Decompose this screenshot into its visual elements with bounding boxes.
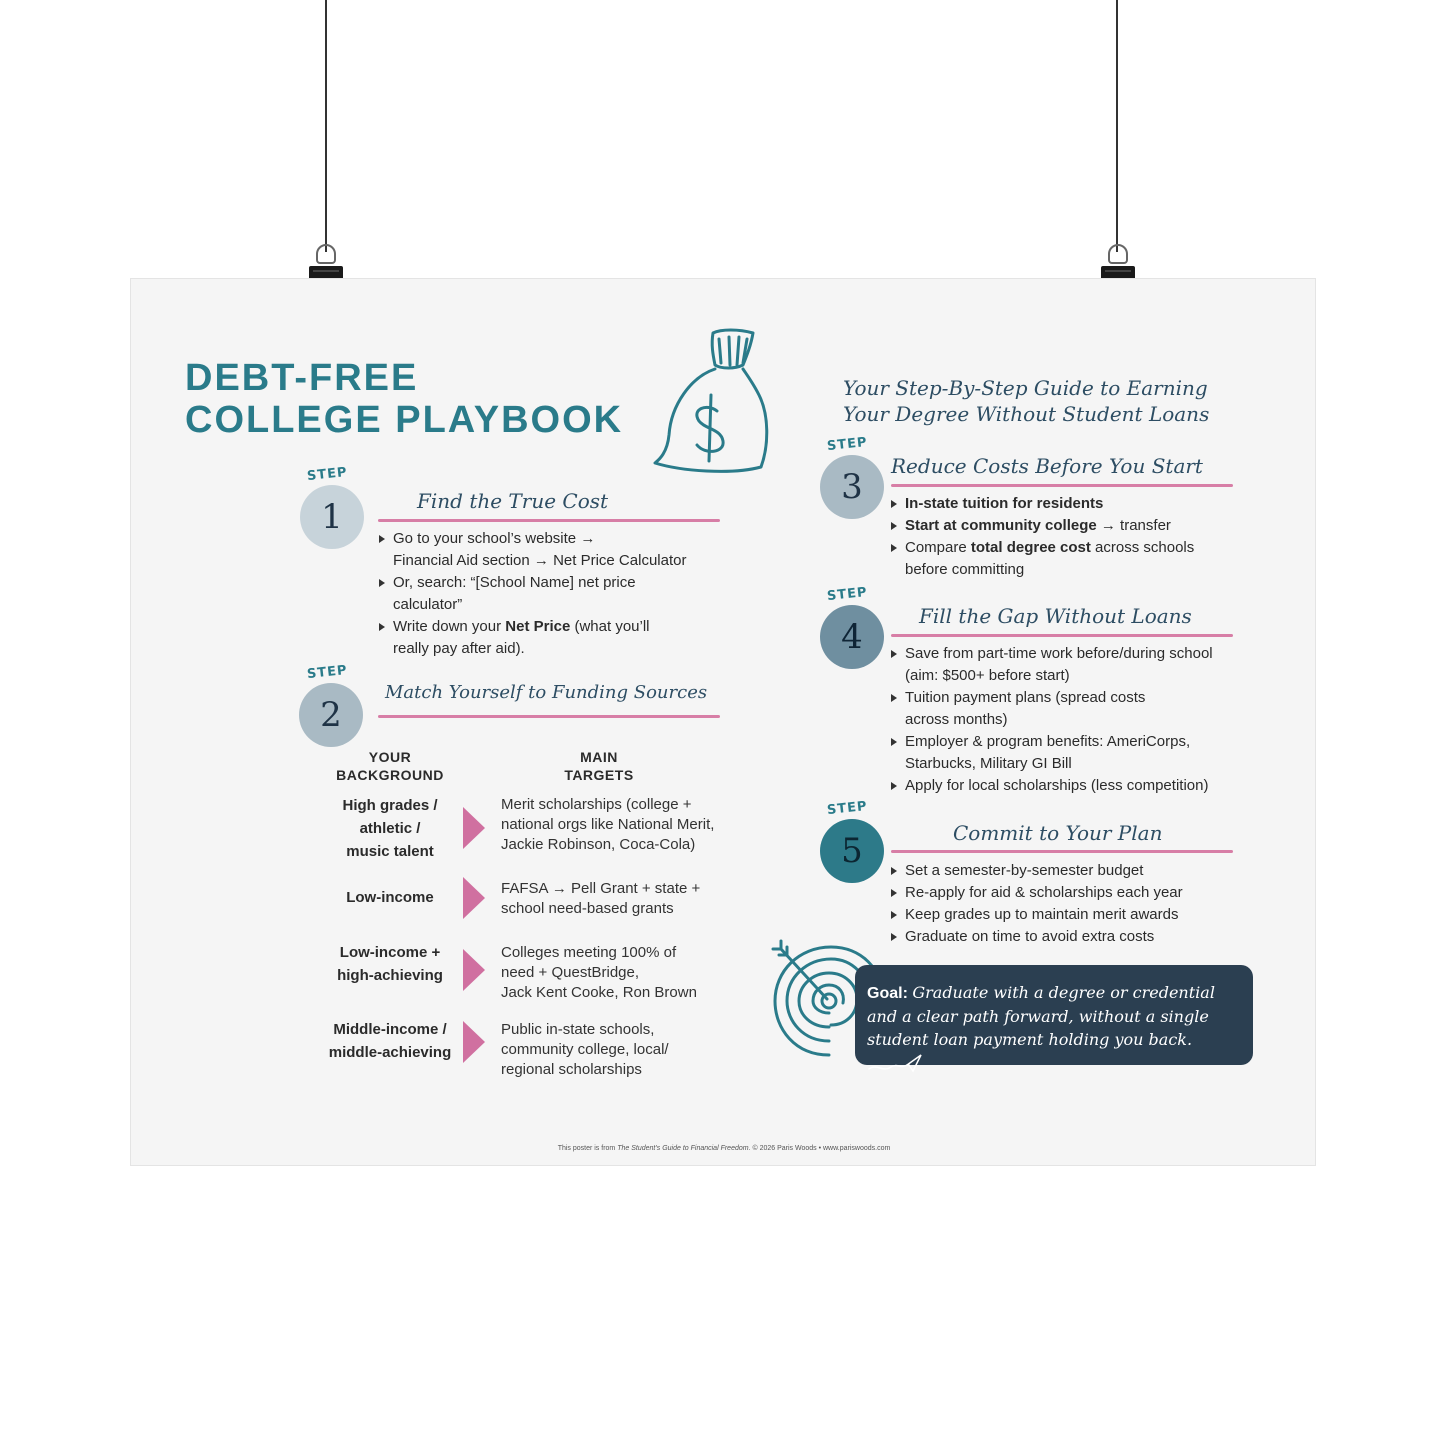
list-item: Write down your Net Price (what you’ll really pay after aid). <box>377 616 717 660</box>
hanging-wire-left <box>325 0 327 252</box>
goal-text-line-1: Graduate with a degree or credential <box>912 983 1215 1002</box>
subtitle-line-1: Your Step-By-Step Guide to Earning <box>843 376 1208 400</box>
arrow-right-icon <box>463 1021 485 1063</box>
list-item: Graduate on time to avoid extra costs <box>889 926 1249 948</box>
step-label: STEP <box>306 662 349 683</box>
step-5-number: 5 <box>820 819 884 883</box>
background-cell: Low-income + high-achieving <box>337 944 443 984</box>
list-item: Or, search: “[School Name] net price calculator” <box>377 572 717 616</box>
list-item: Set a semester-by-semester budget <box>889 860 1249 882</box>
heading-underline <box>378 715 720 718</box>
step-label: STEP <box>826 434 869 455</box>
list-item: In-state tuition for residents <box>889 493 1249 515</box>
target-cell: Public in-state schools, community college, local/ regional scholarships <box>501 1021 669 1078</box>
list-item: Start at community college → transfer <box>889 515 1249 537</box>
background-cell: Middle-income / middle-achieving <box>328 1021 452 1061</box>
list-item: Re-apply for aid & scholarships each year <box>889 882 1249 904</box>
poster-subtitle <box>843 375 1209 427</box>
column-header-targets: MAIN TARGETS <box>564 749 634 783</box>
step-3-number: 3 <box>820 455 884 519</box>
arrow-right-icon <box>463 877 485 919</box>
arrow-right-icon <box>463 807 485 849</box>
title-line-2: COLLEGE PLAYBOOK <box>185 399 624 441</box>
goal-box <box>855 965 1253 1065</box>
list-item: Tuition payment plans (spread costs across months) <box>889 687 1269 731</box>
step-1-number: 1 <box>300 485 364 549</box>
heading-underline <box>891 850 1233 853</box>
poster <box>130 278 1316 1166</box>
step-2-heading: Match Yourself to Funding Sources <box>385 682 708 703</box>
goal-text-line-2: and a clear path forward, without a single <box>867 1007 1209 1026</box>
step-4-list <box>889 643 1269 797</box>
step-3-heading: Reduce Costs Before You Start <box>891 454 1203 478</box>
step-5-list <box>889 860 1249 948</box>
step-4-heading: Fill the Gap Without Loans <box>919 604 1192 628</box>
goal-label: Goal: <box>867 985 908 1002</box>
poster-title <box>185 357 623 441</box>
step-4-number: 4 <box>820 605 884 669</box>
step-1-list <box>377 528 717 660</box>
heading-underline <box>378 519 720 522</box>
step-5-heading: Commit to Your Plan <box>953 821 1163 845</box>
arrow-right-icon <box>463 949 485 991</box>
title-line-1: DEBT-FREE <box>185 357 419 399</box>
goal-text-line-3: student loan payment holding you back. <box>867 1028 1239 1075</box>
heading-underline <box>891 484 1233 487</box>
list-item: Employer & program benefits: AmeriCorps, Starbucks, Military GI Bill <box>889 731 1269 775</box>
step-3-list <box>889 493 1249 581</box>
list-item: Compare total degree cost across schools before committing <box>889 537 1249 581</box>
step-label: STEP <box>306 464 349 485</box>
heading-underline <box>891 634 1233 637</box>
step-2-number: 2 <box>299 683 363 747</box>
money-bag-icon <box>651 325 771 475</box>
target-cell: Merit scholarships (college + national orgs like National Merit, Jackie Robinson, Coca-Cola) <box>501 796 715 853</box>
step-label: STEP <box>826 584 869 605</box>
list-item: Keep grades up to maintain merit awards <box>889 904 1249 926</box>
list-item: Apply for local scholarships (less competition) <box>889 775 1269 797</box>
background-cell: High grades / athletic / music talent <box>342 797 438 860</box>
hanging-wire-right <box>1116 0 1118 252</box>
target-cell: Colleges meeting 100% of need + QuestBridge, Jack Kent Cooke, Ron Brown <box>501 944 697 1001</box>
column-header-background: YOUR BACKGROUND <box>336 749 444 783</box>
list-item: Go to your school’s website → Financial Aid section → Net Price Calculator <box>377 528 717 572</box>
step-label: STEP <box>826 798 869 819</box>
paper-plane-icon <box>867 1053 925 1075</box>
target-cell: FAFSA → Pell Grant + state + school need-based grants <box>501 880 701 917</box>
footer-credit: This poster is from The Student’s Guide to Financial Freedom. © 2026 Paris Woods • www.pariswoods.com <box>557 1145 891 1152</box>
step-1-heading: Find the True Cost <box>417 489 609 513</box>
background-cell: Low-income <box>346 889 434 906</box>
subtitle-line-2: Your Degree Without Student Loans <box>843 402 1210 426</box>
list-item: Save from part-time work before/during school (aim: $500+ before start) <box>889 643 1269 687</box>
